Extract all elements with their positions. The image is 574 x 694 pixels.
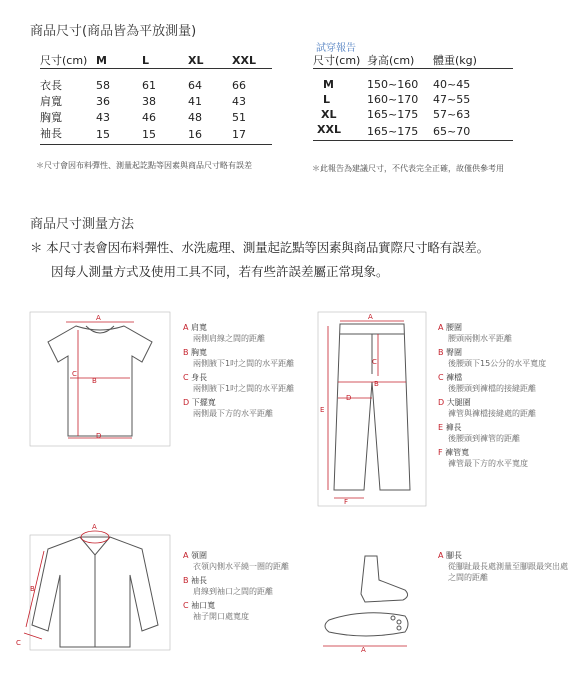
cell: XXL: [317, 123, 341, 136]
cell: 61: [142, 78, 156, 92]
cell: 16: [188, 128, 202, 141]
size-header: M: [96, 53, 107, 67]
table-row: [313, 107, 513, 122]
method-line-2: 因每人測量方式及使用工具不同，若有些許誤差屬正常現象。: [51, 264, 389, 279]
cell: 40~45: [433, 78, 471, 91]
size-note: ＊尺寸會因布料彈性、測量起訖點等因素與商品尺寸略有誤差: [36, 161, 252, 170]
legend-item: A 領圍 衣領內側水平繞一圈的距離: [183, 551, 289, 571]
row-label: 肩寬: [40, 95, 62, 108]
table-row: [40, 93, 272, 109]
legend-item: B 袖長 肩線到袖口之間的距離: [183, 576, 273, 596]
label-e: E: [320, 406, 325, 414]
table-row: [313, 92, 513, 107]
cell: 150~160: [367, 78, 419, 91]
cell: 15: [96, 128, 110, 141]
size-header: XXL: [232, 53, 256, 67]
table-row: [40, 69, 272, 94]
legend-item: B 胸寬 兩側腋下1吋之間的水平距離: [183, 348, 295, 368]
label-d: D: [346, 394, 352, 402]
label-b: B: [92, 377, 97, 385]
cell: 160~170: [367, 93, 419, 106]
legend-item: A 肩寬 兩側肩線之間的距離: [183, 323, 265, 343]
legend-item: D 下擺寬 兩側最下方的水平距離: [183, 398, 273, 418]
table-row: [40, 109, 272, 125]
unit-label: 尺寸(cm): [40, 54, 88, 67]
col-header: 身高(cm): [367, 54, 415, 67]
row-label: 胸寬: [40, 111, 62, 124]
col-header: 尺寸(cm): [313, 54, 361, 67]
label-c: C: [16, 639, 21, 647]
size-chart-title: 商品尺寸(商品皆為平放測量): [30, 24, 197, 39]
label-a: A: [92, 523, 97, 531]
tshirt-diagram: [30, 312, 170, 447]
trial-table: [313, 52, 513, 141]
label-a: A: [368, 313, 373, 321]
tshirt-legend: [183, 322, 294, 422]
cell: 15: [142, 128, 156, 141]
legend-item: A 腰圍 腰頭兩側水平距離: [438, 323, 512, 343]
label-f: F: [344, 498, 349, 506]
pants-diagram: [318, 312, 426, 507]
size-header: L: [142, 53, 150, 67]
cell: 65~70: [433, 124, 471, 138]
label-a: A: [361, 646, 366, 654]
pants-legend: [438, 322, 546, 472]
cell: 41: [188, 94, 202, 108]
cell: 17: [232, 128, 246, 141]
row-label: 衣長: [40, 79, 62, 92]
size-header: XL: [188, 53, 204, 67]
cell: 58: [96, 78, 110, 92]
label-d: D: [96, 432, 102, 440]
cell: XL: [321, 108, 337, 121]
label-a: A: [96, 314, 101, 322]
cell: 51: [232, 110, 246, 124]
trial-table-header: [313, 52, 513, 69]
trial-title: 試穿報告: [316, 43, 356, 54]
size-table: [40, 52, 272, 145]
legend-item: C 褲檔 後腰頭到褲檔的接縫距離: [438, 373, 536, 393]
cell: 46: [142, 110, 156, 124]
cell: 43: [96, 110, 110, 124]
table-row: [313, 69, 513, 93]
cell: M: [323, 78, 334, 91]
legend-item: A 腳長 從腳趾最長處測量至腳跟最突出處之間的距離: [438, 551, 568, 582]
cell: 43: [232, 94, 246, 108]
row-label: 袖長: [40, 127, 62, 140]
foot-diagram: [315, 550, 415, 660]
cell: 64: [188, 78, 202, 92]
col-header: 體重(kg): [433, 54, 477, 67]
label-c: C: [72, 370, 77, 378]
method-title: 商品尺寸測量方法: [30, 217, 135, 232]
shirt-legend: [183, 550, 289, 625]
trial-note: ＊此報告為建議尺寸，不代表完全正確，故僅供參考用: [312, 164, 504, 173]
cell: 47~55: [433, 93, 471, 106]
table-row: [313, 122, 513, 141]
legend-item: E 褲長 後腰頭到褲管的距離: [438, 423, 520, 443]
cell: 66: [232, 78, 246, 92]
legend-item: C 袖口寬 袖子開口處寬度: [183, 601, 249, 621]
legend-item: F 褲管寬 褲管最下方的水平寬度: [438, 448, 528, 468]
shirt-diagram: [10, 515, 170, 650]
legend-item: B 臀圍 後腰頭下15公分的水平寬度: [438, 348, 547, 368]
foot-legend: [438, 550, 568, 586]
cell: 165~175: [367, 108, 419, 121]
table-row: [40, 125, 272, 145]
label-b: B: [374, 380, 379, 388]
method-line-1: ＊ 本尺寸表會因布料彈性、水洗處理、測量起訖點等因素與商品實際尺寸略有誤差。: [30, 240, 489, 255]
cell: L: [323, 93, 331, 106]
cell: 57~63: [433, 108, 471, 121]
cell: 38: [142, 94, 156, 108]
cell: 48: [188, 110, 202, 124]
size-table-header: [40, 52, 272, 69]
legend-item: D 大腿圍 褲管與褲檔接縫處的距離: [438, 398, 536, 418]
cell: 36: [96, 94, 110, 108]
label-b: B: [30, 585, 35, 593]
cell: 165~175: [367, 124, 419, 138]
legend-item: C 身長 兩側腋下1吋之間的水平距離: [183, 373, 295, 393]
label-c: C: [372, 358, 377, 366]
